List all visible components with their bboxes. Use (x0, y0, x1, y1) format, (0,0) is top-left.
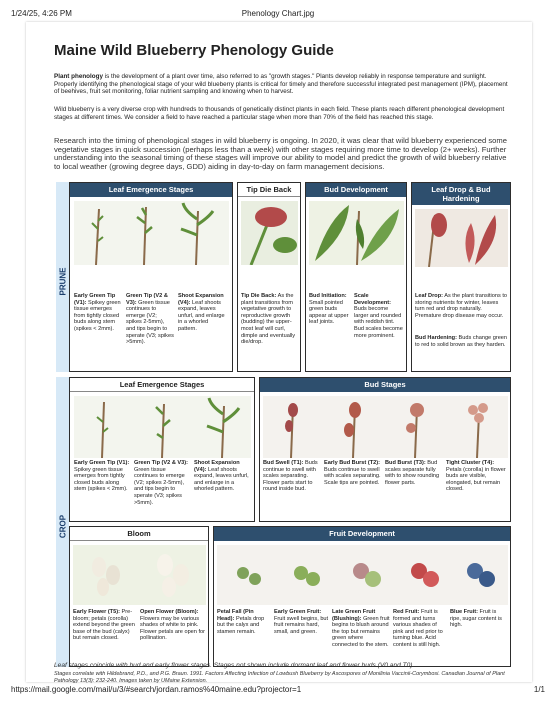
citation-note: Stages correlate with Hildebrand, P.D., and P.G. Braun. 1991. Factors Affecting Infection of Lowbush Blueberry by Ascospores of Monilinia Vaccinii-Corymbosi. Canadian Journal of Plant Pathology 13(3): 232-240. Images taken by UMaine Extension. (54, 671, 505, 684)
prune-label: PRUNE (58, 267, 68, 296)
stage-card: Open Flower (Bloom): Flowers may be various shades of white to pink. Flower petals are open for pollination. (140, 609, 205, 642)
stage-card: Leaf Drop: As the plant transitions to storing nutrients for winter, leaves turn red and drop naturally. Premature drop disease may occur. (415, 293, 508, 319)
stage-card: Tip Die Back: As the plant transitions from vegetative growth to reproductive growth (budding) the upper-most leaf will curl, dimple and eventually die/drop. (241, 293, 296, 346)
page-title: Maine Wild Blueberry Phenology Guide (54, 42, 334, 59)
stage-card: Red Fruit: Fruit is formed and turns various shades of pink and red prior to turning blue. Acid content is still high. (393, 609, 443, 648)
intro-term: Plant phenology (54, 73, 103, 80)
panel-title: Bud Stages (260, 378, 510, 392)
stage-card: Shoot Expansion (V4): Leaf shoots expand, leaves unfurl, and enlarge in a whorled pattern. (178, 293, 225, 332)
print-page-number: 1/1 (533, 685, 545, 694)
print-doc-title: Phenology Chart.jpg (241, 9, 315, 18)
stage-card: Early Green Tip (V1): Spikey green tissue emerges from tightly closed buds along stem (spikes < 2mm). (74, 293, 121, 332)
research-paragraph: Research into the timing of phenological stages in wild blueberry is ongoing. In 2020, it was clear that wild blueberry experienced some vegetative stages in quick succession (perhaps less than a week) with other stages requiring more time to develop (2+ weeks). Further understanding into the seasonal timing of these stages will improve our ability to model and predict the growth of wild blueberry relative to local weather (growing degree days, GDD) aiding in day-to-day on farm management decisions. (54, 136, 507, 171)
panel-title: Leaf Emergence Stages (70, 378, 254, 392)
crop-bloom-panel (69, 526, 209, 667)
crop-fruit-development-panel (213, 526, 511, 667)
tip-die-back-panel (237, 182, 301, 372)
tip-die-back-photo (241, 201, 298, 265)
crop-label: CROP (58, 514, 68, 539)
diversity-paragraph: Wild blueberry is a very diverse crop with hundreds to thousands of genetically distinct plants in each field. These plants reach different phenological development stages at different times. We consider a field to have reached a particular stage when more than 70% of the field has reached this stage. (54, 106, 505, 121)
stage-card: Early Green Tip (V1): Spikey green tissue emerges from tightly closed buds along stem (spikes < 2mm). (74, 460, 130, 493)
stage-card: Tight Cluster (T4): Petals (corolla) in flower buds are visible, elongated, but remain closed. (446, 460, 506, 493)
stage-card: Scale Development: Buds become larger and rounded with reddish tint. Bud scales become more prominent. (354, 293, 403, 339)
print-url: https://mail.google.com/mail/u/3/#search/jordan.ramos%40maine.edu?projector=1 (11, 685, 302, 694)
fruit-development-photo (217, 545, 508, 605)
stage-card: Early Green Fruit: Fruit swell begins, but fruit remains hard, small, and green. (274, 609, 329, 635)
browser-footer (11, 685, 545, 697)
stage-card: Early Flower (T5): Pre-bloom; petals (corolla) extend beyond the green base of the bud (calyx) but remain closed. (73, 609, 135, 642)
bud-stages-photo (263, 396, 508, 458)
leaf-drop-photo (415, 209, 508, 267)
panel-title: Leaf Emergence Stages (70, 183, 232, 197)
panel-title: Tip Die Back (238, 183, 300, 197)
intro-paragraph (54, 73, 510, 96)
bloom-photo (73, 545, 206, 605)
stage-card: Blue Fruit: Fruit is ripe, sugar content is high. (450, 609, 502, 629)
panel-title: Bloom (70, 527, 208, 541)
print-datetime: 1/24/25, 4:26 PM (11, 9, 72, 18)
panel-title: Bud Development (306, 183, 406, 197)
stage-card: Green Tip (V2 & V3): Green tissue continues to emerge (V2; spikes 2-5mm), and tips begin to sperate (V3; spikes >5mm). (134, 460, 188, 506)
leaf-drop-panel (411, 182, 511, 372)
stage-card: Late Green Fruit (Blushing): Green fruit begins to blush around the top but remains green where connected to the stem. (332, 609, 390, 648)
document-sheet (26, 22, 532, 682)
panel-title: Leaf Drop & Bud Hardening (412, 183, 510, 205)
stage-card: Bud Burst (T3): Bud scales separate fully with to show rounding flower parts. (385, 460, 440, 486)
stages-note: Leaf stages coincide with bud and early flower stages. Stages not shown include dormant leaf and flower buds (V0 and T0). (54, 662, 415, 669)
stage-card: Petal Fall (Pin Head): Petals drop but the calyx and stamen remain. (217, 609, 265, 635)
bud-development-photo (309, 201, 404, 265)
stage-card: Green Tip (V2 & V3): Green tissue continues to emerge (V2; spikes 2-5mm), and tips begin to sperate (V3; spikes >5mm). (126, 293, 174, 346)
prune-leaf-emergence-panel (69, 182, 233, 372)
panel-title: Fruit Development (214, 527, 510, 541)
crop-side-band (56, 377, 69, 667)
crop-bud-stages-panel (259, 377, 511, 522)
stage-card: Bud Hardening: Buds change green to red to solid brown as they harden. (415, 335, 508, 348)
browser-header (11, 9, 545, 21)
crop-leaf-emergence-panel (69, 377, 255, 522)
intro-text: is the development of a plant over time, also referred to as "growth stages." Plants develop reliably in response temperature and sunlight. Properly identifying the phenological stage of your wild blueberry plants is critical for timely and therefore successful integrated pest management (IPM), placement of beehives, fruit set monitoring, foliar nutrient sampling and knowing when to harvest. (54, 73, 508, 96)
crop-leaf-emergence-photo (74, 396, 251, 458)
stage-card: Early Bud Burst (T2): Buds continue to swell with scales separating. Scale tips are pointed. (324, 460, 381, 486)
leaf-emergence-photo (74, 201, 229, 265)
stage-card: Shoot Expansion (V4): Leaf shoots expand, leaves unfurl, and enlarge in a whorled pattern. (194, 460, 249, 493)
prune-side-band (56, 182, 69, 372)
stage-card: Bud Swell (T1): Buds continue to swell with scales separating. Flower parts start to round inside bud. (263, 460, 318, 493)
prune-bud-development-panel (305, 182, 407, 372)
stage-card: Bud Initiation: Small pointed green buds appear at upper leaf joints. (309, 293, 349, 326)
